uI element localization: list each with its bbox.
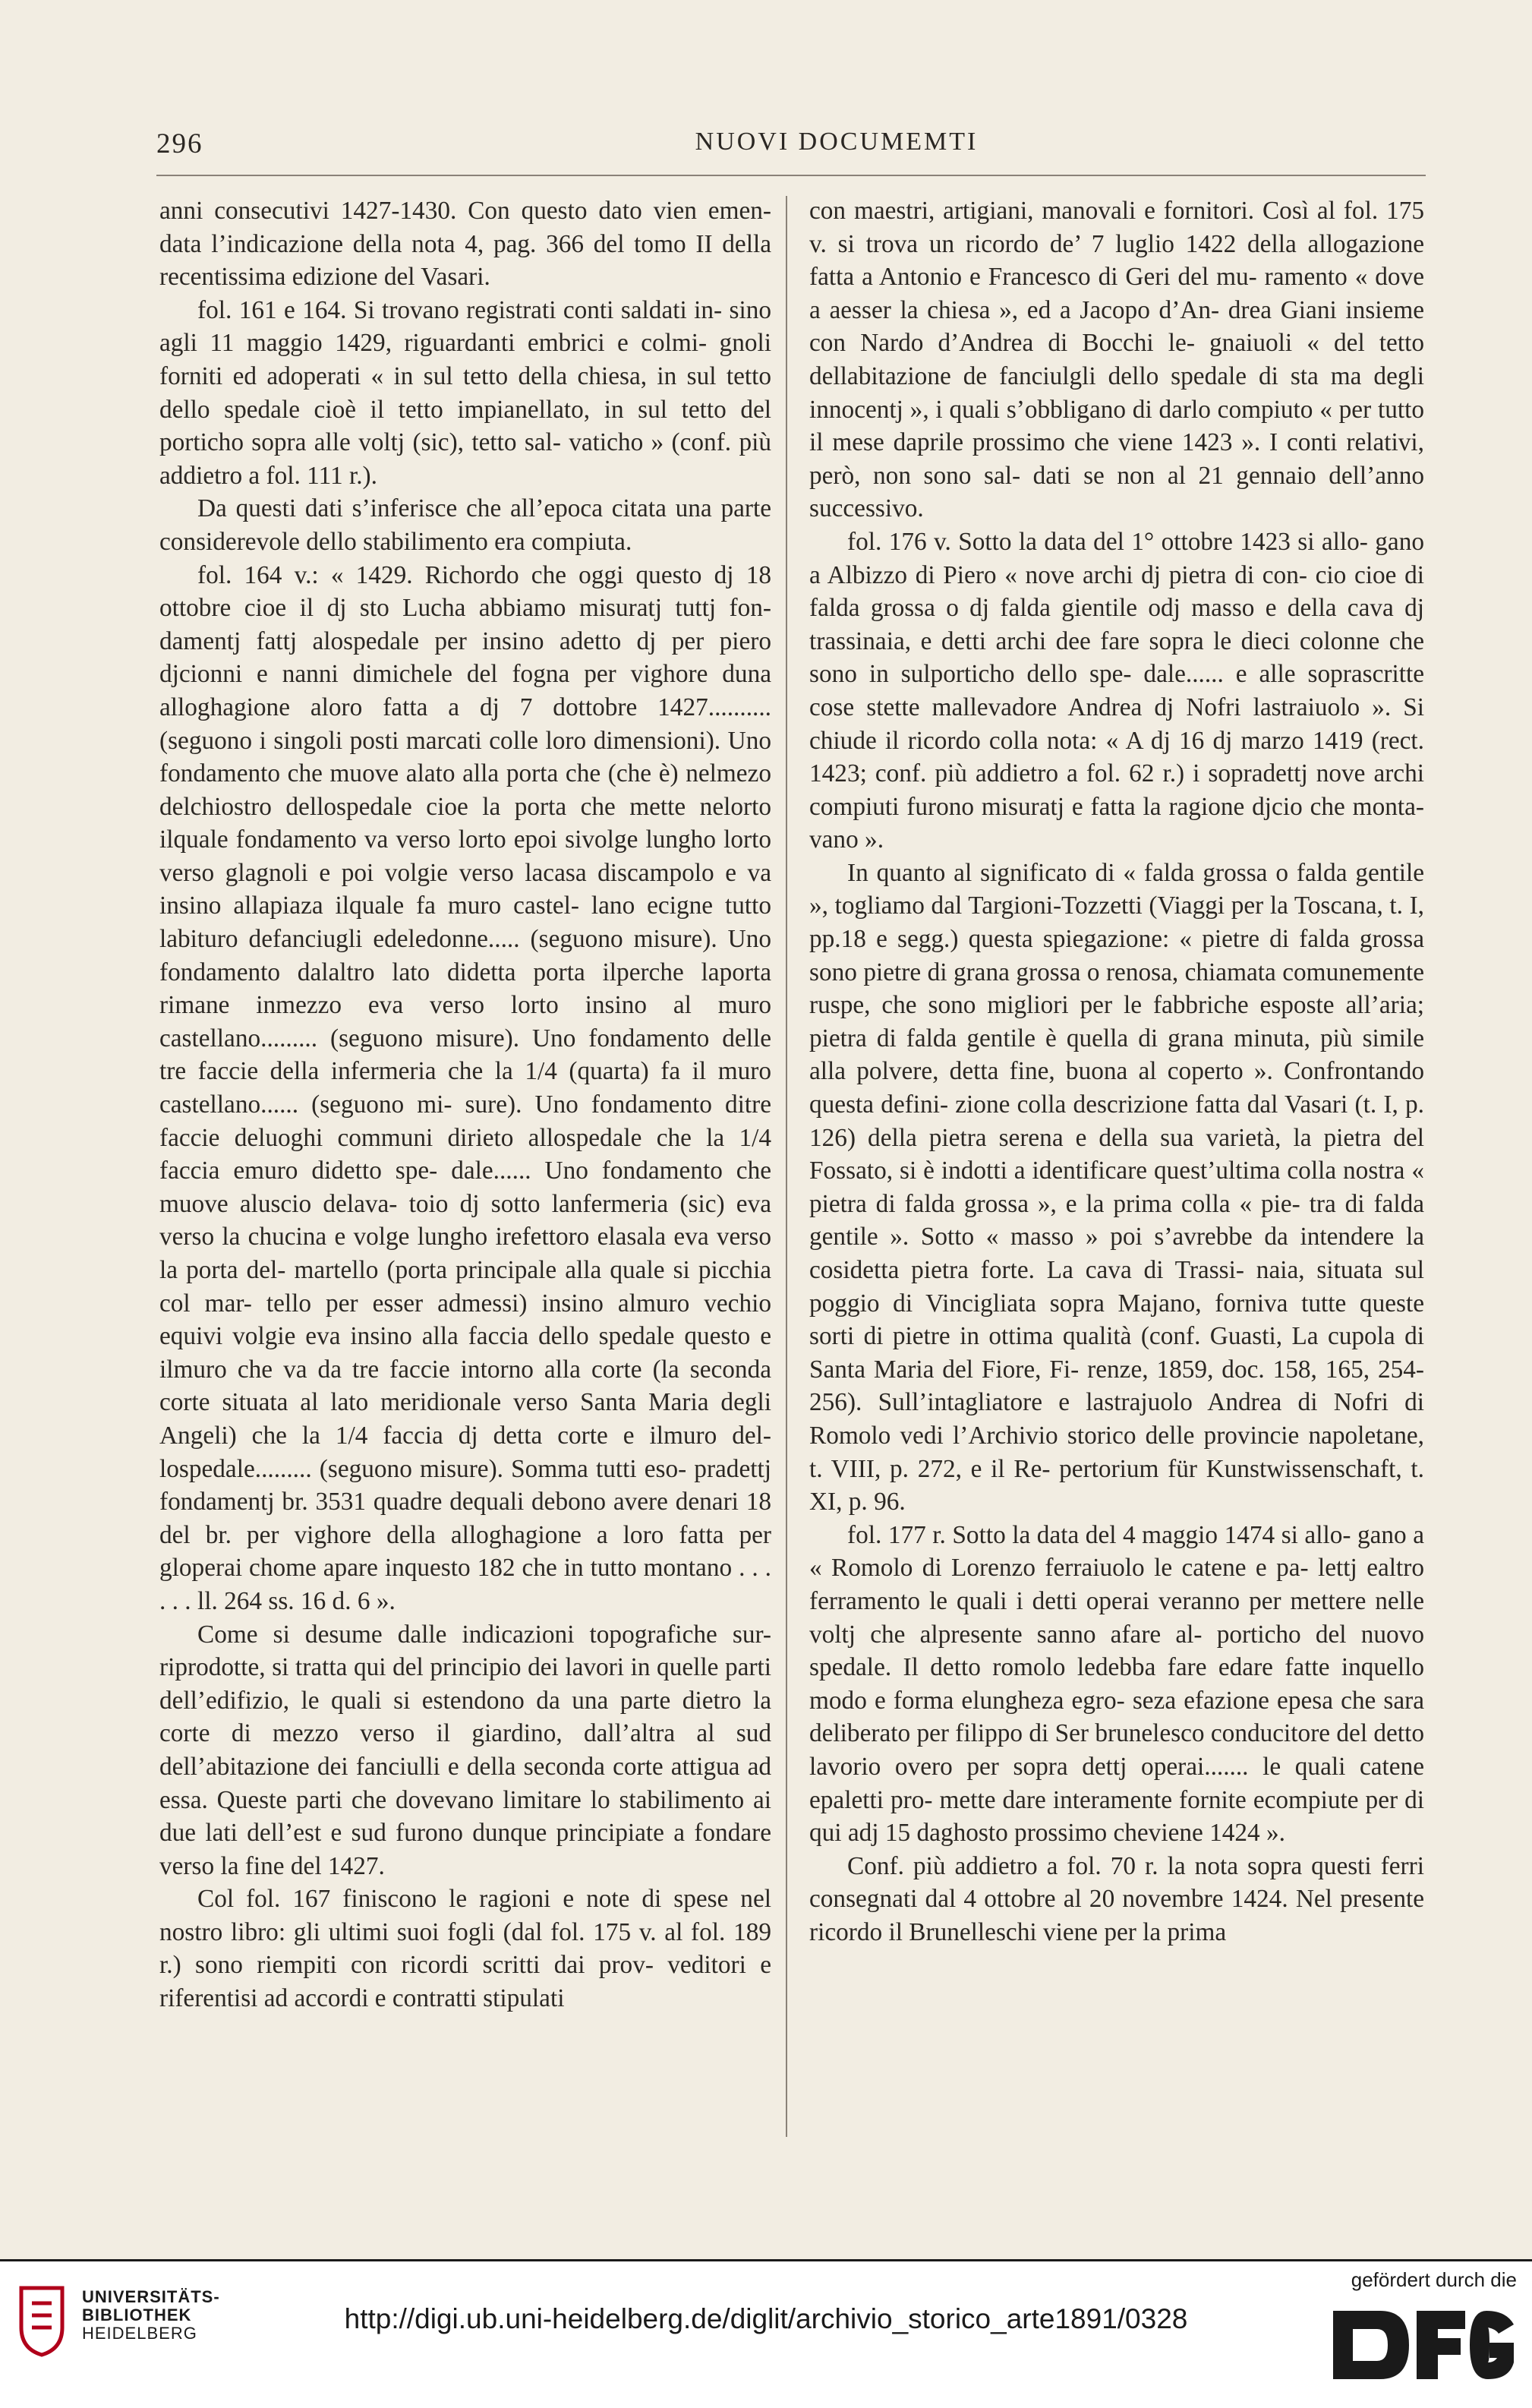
library-name-line: BIBLIOTHEK	[82, 2305, 192, 2324]
paragraph: Col fol. 167 finiscono le ragioni e note di spese nel nostro libro: gli ultimi suoi fogli (dal fol. 175 v. al fol. 189 r.) sono riempiti con ricordi scritti dai prov- veditori e riferentisi ad accordi e contratti stipulati	[159, 1885, 771, 2013]
paragraph: Da questi dati s’inferisce che all’epoca citata una parte considerevole dello stabilimento era compiuta.	[159, 494, 771, 556]
funder-logo[interactable]	[1319, 2268, 1517, 2397]
page-number: 296	[156, 128, 203, 159]
library-name-line: HEIDELBERG	[82, 2324, 197, 2343]
paragraph: fol. 176 v. Sotto la data del 1° ottobre 1423 si allo- gano a Albizzo di Piero « nove archi dj pietra di con- cio cioe di falda grossa o dj falda gientile odj masso e della cava dj trassinaia, e detti archi dee fare sopra le dieci colonne che sono in sulporticho dello spe- dale...... e alle soprascritte cose stette mallevadore Andrea dj Nofri lastraiuolo ». Si chiude il ricordo colla nota: « A dj 16 dj marzo 1419 (rect. 1423; conf. più addietro a fol. 62 r.) i sopradettj nove archi compiuti furono misuratj e fatta la ragione djcio che monta- vano ».	[809, 527, 1424, 854]
library-name-line: UNIVERSITÄTS-	[82, 2287, 220, 2306]
source-url-link[interactable]: http://digi.ub.uni-heidelberg.de/diglit/archivio_storico_arte1891/0328	[344, 2303, 1188, 2334]
page-header	[156, 128, 1426, 166]
dfg-logo-icon	[1327, 2303, 1517, 2387]
footer-rule	[0, 2259, 1532, 2261]
header-rule	[156, 175, 1426, 176]
digitization-footer	[0, 2259, 1532, 2408]
left-column	[159, 194, 771, 2015]
paragraph: con maestri, artigiani, manovali e fornitori. Così al fol. 175 v. si trova un ricordo de’ 7 luglio 1422 della allogazione fatta a Antonio e Francesco di Geri del mu- ramento « dove a aesser la chiesa », ed a Jacopo d’An- drea Giani insieme con Nardo d’Andrea di Bocchi le- gnaiuoli « del tetto dellabitazione de fanciulgli dello spedale di sta ma degli innocentj », i quali s’obbligano di darlo compiuto « per tutto il mese daprile prossimo che viene 1423 ». I conti relativi, però, non sono sal- dati se non al 21 gennaio dell’anno successivo.	[809, 197, 1424, 523]
paragraph: In quanto al significato di « falda grossa o falda gentile », togliamo dal Targioni-Tozzetti (Viaggi per la Toscana, t. I, pp.18 e segg.) questa spiegazione: « pietre di falda grossa sono pietre di grana grossa o renosa, chiamata comunemente ruspe, che sono migliori per le fabbriche esposte all’aria; pietra di falda gentile è quella di grana minuta, più simile alla polvere, detta fine, buona al coperto ». Confrontando questa defini- zione colla descrizione fatta dal Vasari (t. I, p. 126) della pietra serena e della sua varietà, la pietra del Fossato, si è indotti a identificare quest’ultima colla nostra « pietra di falda grossa », e la prima colla « pie- tra di falda gentile ». Sotto « masso » poi s’avrebbe da intendere la cosidetta pietra forte. La cava di Trassi- naia, situata sul poggio di Vincigliata sopra Majano, forniva tutte queste sorti di pietre in ottima qualità (conf. Guasti, La cupola di Santa Maria del Fiore, Fi- renze, 1859, doc. 158, 165, 254-256). Sull’intagliatore e lastrajuolo Andrea di Nofri di Romolo vedi l’Archivio storico delle provincie napoletane, t. VIII, p. 272, e il Re- pertorium für Kunstwissenschaft, t. XI, p. 96.	[809, 858, 1424, 1516]
paragraph: fol. 177 r. Sotto la data del 4 maggio 1474 si allo- gano a « Romolo di Lorenzo ferraiuolo le catene e pa- lettj ealtro ferramento le quali i detti operai veranno per mettere nelle voltj che alpresente sanno afare al- porticho del nuovo spedale. Il detto romolo ledebba fare edare fatte inquello modo e forma elungheza egro- seza efazione epesa che sara deliberato per filippo di Ser brunelesco conducitore del detto lavorio overo per sopra dettj operai....... le quali catene epaletti pro- mette dare interamente fornite ecompiute per di qui adj 15 daghosto prossimo cheviene 1424 ».	[809, 1520, 1424, 1848]
running-title: NUOVI DOCUMEMTI	[695, 128, 979, 156]
paragraph: anni consecutivi 1427-1430. Con questo dato vien emen- data l’indicazione della nota 4, pag. 366 del tomo II della recentissima edizione del Vasari.	[159, 197, 771, 292]
funder-label: gefördert durch die	[1351, 2268, 1517, 2291]
right-column	[809, 194, 1424, 1949]
paragraph: Conf. più addietro a fol. 70 r. la nota sopra questi ferri consegnati dal 4 ottobre al 20 novembre 1424. Nel presente ricordo il Brunelleschi viene per la prima	[809, 1851, 1424, 1946]
paragraph: fol. 161 e 164. Si trovano registrati conti saldati in- sino agli 11 maggio 1429, riguardanti embrici e colmi- gnoli forniti ed adoperati « in sul tetto della chiesa, in sul tetto dello spedale cioè il tetto impianellato, in sul tetto del porticho sopra alle voltj (sic), tetto sal- vaticho » (conf. più addietro a fol. 111 r.).	[159, 295, 771, 490]
paragraph: Come si desume dalle indicazioni topografiche sur- riprodotte, si tratta qui del principio dei lavori in quelle parti dell’edifizio, le quali si estendono da una parte dietro la corte di mezzo verso il giardino, dall’altra al sud dell’abitazione dei fanciulli e della seconda corte attigua ad essa. Queste parti che dovevano limitare lo stabilimento ai due lati dell’est e sud furono dunque principiate a fondare verso la fine del 1427.	[159, 1620, 771, 1880]
paragraph: fol. 164 v.: « 1429. Richordo che oggi questo dj 18 ottobre cioe il dj sto Lucha abbiamo misuratj tuttj fon- damentj fattj alospedale per insino adetto dj per piero djcionni e nanni dimichele del fogna per vighore duna alloghagione aloro fatta a dj 7 dottobre 1427.......... (seguono i singoli posti marcati colle loro dimensioni). Uno fondamento che muove alato alla porta che (che è) nelmezo delchiostro dellospedale cioe la porta che mette nelorto ilquale fondamento va verso lorto epoi sivolge lungho lorto verso glagnoli e poi volgie verso lacasa discampolo e va insino allapiaza ilquale fa muro castel- lano ecigne tutto labituro defanciugli edeledonne..... (seguono misure). Uno fondamento dalaltro lato didetta porta ilperche laporta rimane inmezzo eva verso lorto insino al muro castellano......... (seguono misure). Uno fondamento delle tre faccie della infermeria che la 1/4 (quarta) fa il muro castellano...... (seguono mi- sure). Uno fondamento ditre faccie deluoghi communi dirieto allospedale che la 1/4 faccia emuro didetto spe- dale...... Uno fondamento che muove aluscio delava- toio dj sotto lanfermeria (sic) eva verso la chucina e volge lungho irefettoro elasala eva verso la porta del- martello (porta principale alla quale si picchia col mar- tello per esser admessi) insino almuro vechio equivi volgie eva insino alla faccia dello spedale questo e ilmuro che va da tre faccie intorno alla corte (la seconda corte situata al lato meridionale verso Santa Maria degli Angeli) che la 1/4 faccia dj detta corte e ilmuro del- lospedale......... (seguono misure). Somma tutti eso- pradettj fondamentj br. 3531 quadre dequali debono avere denari 18 del br. per vighore della alloghagione a loro fatta per gloperai chome apare inquesto 182 che in tutto montano . . . . . . ll. 264 ss. 16 d. 6 ».	[159, 560, 771, 1615]
column-divider	[786, 196, 787, 2137]
